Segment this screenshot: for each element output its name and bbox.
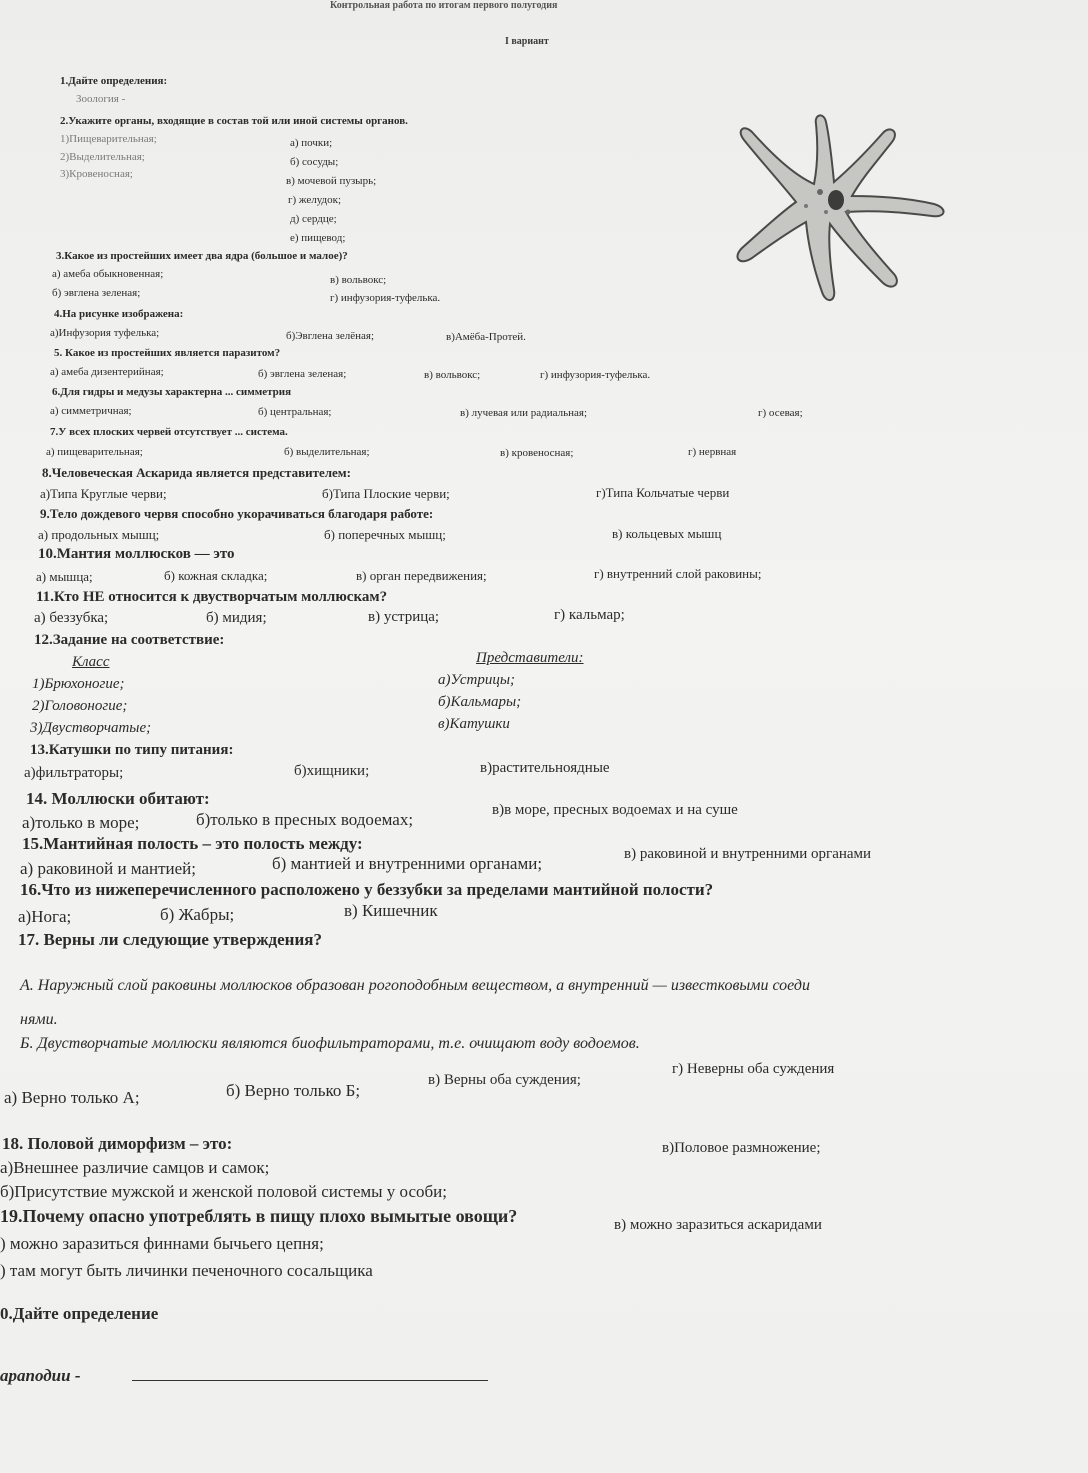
q19-option-a: ) можно заразиться финнами бычьего цепня; [0, 1234, 324, 1253]
q5-option-b: б) эвглена зеленая; [258, 368, 347, 380]
q18-title: 18. Половой диморфизм – это: [2, 1134, 233, 1153]
q2-organ-e: д) сердце; [290, 213, 337, 225]
q17-title: 17. Верны ли следующие утверждения? [18, 930, 322, 949]
q7-option-d: г) нервная [688, 446, 737, 458]
q12-rep-c: в)Катушки [438, 716, 510, 732]
q14-option-a: а)только в море; [22, 813, 140, 832]
q2-organ-f: е) пищевод; [290, 232, 346, 244]
worksheet-title: Контрольная работа по итогам первого полугодия [330, 0, 558, 11]
q20-answer-line[interactable] [132, 1380, 488, 1381]
q5-option-c: в) вольвокс; [424, 369, 481, 381]
q12-class-3: 3)Двустворчатые; [30, 720, 152, 736]
q3-title: 3.Какое из простейших имеет два ядра (большое и малое)? [56, 250, 348, 262]
q17-option-b: б) Верно только Б; [226, 1081, 361, 1100]
q11-option-a: а) беззубка; [34, 610, 109, 626]
q12-title: 12.Задание на соответствие: [34, 632, 225, 648]
q14-option-c: в)в море, пресных водоемах и на суше [492, 802, 738, 818]
q10-option-d: г) внутренний слой раковины; [594, 566, 762, 581]
q16-option-c: в) Кишечник [344, 901, 438, 920]
q4-option-b: б)Эвглена зелёная; [286, 330, 375, 342]
q2-organ-c: в) мочевой пузырь; [286, 175, 377, 187]
q18-option-a: а)Внешнее различие самцов и самок; [0, 1158, 270, 1177]
q12-class-header: Класс [72, 654, 110, 670]
q10-title: 10.Мантия моллюсков — это [38, 546, 235, 562]
q9-option-a: а) продольных мышц; [38, 527, 160, 542]
q2-system-3: 3)Кровеносная; [60, 168, 133, 180]
q3-option-a: а) амеба обыкновенная; [52, 268, 164, 280]
q12-rep-a: а)Устрицы; [438, 672, 516, 688]
q3-option-b: б) эвглена зеленая; [52, 287, 141, 299]
q16-option-b: б) Жабры; [160, 905, 235, 924]
q6-option-a: а) симметричная; [50, 405, 132, 417]
q20-term: арaподии - [0, 1366, 81, 1385]
q7-option-b: б) выделительная; [284, 446, 370, 458]
q19-option-c: в) можно заразиться аскаридами [614, 1217, 822, 1233]
q8-option-b: б)Типа Плоские черви; [322, 486, 450, 501]
q17-option-d: г) Неверны оба суждения [672, 1061, 835, 1077]
q6-option-c: в) лучевая или радиальная; [460, 407, 587, 419]
q1-title: 1.Дайте определения: [60, 75, 168, 87]
variant-label: I вариант [505, 36, 549, 47]
q10-option-b: б) кожная складка; [164, 568, 268, 583]
q19-option-b: ) там могут быть личинки печеночного сосальщика [0, 1261, 373, 1280]
q12-class-1: 1)Брюхоногие; [32, 676, 125, 692]
q15-title: 15.Мантийная полость – это полость между: [22, 834, 363, 853]
q6-title: 6.Для гидры и медузы характерна ... симметрия [52, 386, 292, 398]
q7-option-c: в) кровеносная; [500, 447, 574, 459]
q8-option-a: а)Типа Круглые черви; [40, 486, 167, 501]
q11-option-c: в) устрица; [368, 609, 440, 625]
q2-organ-b: б) сосуды; [290, 156, 339, 168]
q2-system-2: 2)Выделительная; [60, 151, 145, 163]
q15-option-b: б) мантией и внутренними органами; [272, 854, 543, 873]
q20-title: 0.Дайте определение [0, 1304, 159, 1323]
q13-option-a: а)фильтраторы; [24, 765, 124, 781]
q14-title: 14. Моллюски обитают: [26, 789, 210, 808]
q12-rep-b: б)Кальмары; [438, 694, 522, 710]
q12-class-2: 2)Головоногие; [32, 698, 128, 714]
q13-title: 13.Катушки по типу питания: [30, 742, 234, 758]
q8-option-d: г)Типа Кольчатые черви [596, 485, 730, 500]
q4-option-c: в)Амёба-Протей. [446, 331, 526, 343]
q15-option-a: а) раковиной и мантией; [20, 859, 196, 878]
q9-option-c: в) кольцевых мышц [612, 526, 722, 541]
q11-option-d: г) кальмар; [554, 607, 625, 623]
q5-option-a: а) амеба дизентерийная; [50, 366, 164, 378]
q10-option-a: а) мышца; [36, 569, 93, 584]
q2-system-1: 1)Пищеварительная; [60, 133, 157, 145]
q18-option-c: в)Половое размножение; [662, 1140, 821, 1156]
q11-option-b: б) мидия; [206, 610, 267, 626]
q16-option-a: а)Нога; [18, 907, 72, 926]
amoeba-illustration [722, 112, 984, 312]
q18-option-b: б)Присутствие мужской и женской половой системы у особи; [0, 1182, 447, 1201]
q2-title: 2.Укажите органы, входящие в состав той или иной системы органов. [60, 115, 408, 127]
q8-title: 8.Человеческая Аскарида является представителем: [42, 465, 351, 480]
q9-title: 9.Тело дождевого червя способно укорачиваться благодаря работе: [40, 506, 434, 521]
q2-organ-d: г) желудок; [288, 194, 342, 206]
q13-option-b: б)хищники; [294, 763, 370, 779]
q12-reps-header: Представители: [476, 650, 584, 666]
q5-option-d: г) инфузория-туфелька. [540, 369, 651, 381]
q17-option-c: в) Верны оба суждения; [428, 1072, 581, 1088]
q1-term: Зоология - [76, 93, 126, 105]
q17-option-a: а) Верно только А; [4, 1088, 140, 1107]
q9-option-b: б) поперечных мышц; [324, 527, 446, 542]
q15-option-c: в) раковиной и внутренними органами [624, 846, 872, 862]
q16-title: 16.Что из нижеперечисленного расположено у беззубки за пределами мантийной полости? [20, 880, 714, 899]
q7-option-a: а) пищеварительная; [46, 446, 143, 458]
q14-option-b: б)только в пресных водоемах; [196, 810, 414, 829]
q17-statement-a-cont: нями. [20, 1011, 58, 1028]
q17-statement-a: А. Наружный слой раковины моллюсков образован рогоподобным веществом, а внутренний — известковыми соеди [20, 977, 810, 994]
q3-option-d: г) инфузория-туфелька. [330, 292, 441, 304]
q10-option-c: в) орган передвижения; [356, 568, 487, 583]
q4-option-a: а)Инфузория туфелька; [50, 327, 160, 339]
q17-statement-b: Б. Двустворчатые моллюски являются биофильтраторами, т.е. очищают воду водоемов. [20, 1035, 640, 1052]
q7-title: 7.У всех плоских червей отсутствует ... система. [50, 426, 288, 438]
q5-title: 5. Какое из простейших является паразитом? [54, 347, 281, 359]
q19-title: 19.Почему опасно употреблять в пищу плохо вымытые овощи? [0, 1206, 518, 1226]
q2-organ-a: а) почки; [290, 137, 333, 149]
q3-option-c: в) вольвокс; [330, 274, 387, 286]
q11-title: 11.Кто НЕ относится к двустворчатым моллюскам? [36, 589, 388, 605]
q4-title: 4.На рисунке изображена: [54, 308, 184, 320]
q6-option-d: г) осевая; [758, 407, 803, 419]
q13-option-c: в)растительноядные [480, 760, 610, 776]
q6-option-b: б) центральная; [258, 406, 332, 418]
